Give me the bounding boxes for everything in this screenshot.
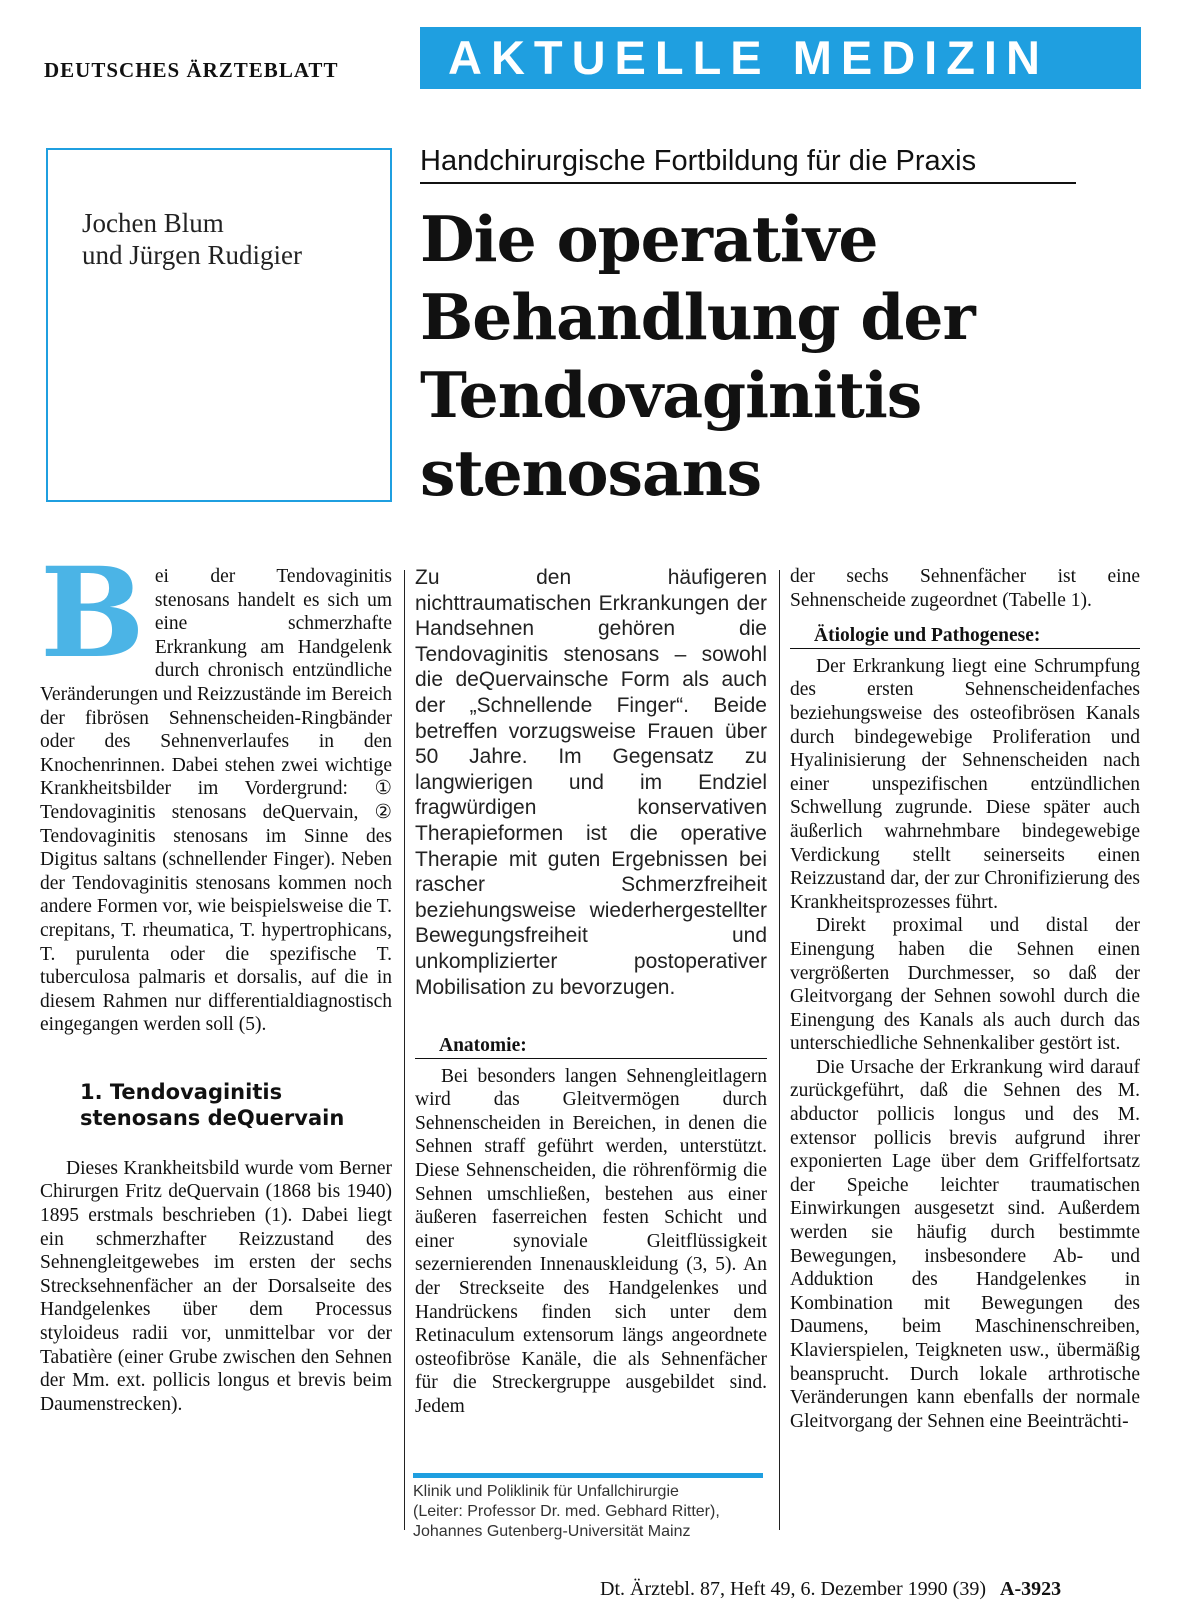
col3-paragraph-1: Der Erkrankung liegt eine Schrumpfung des ersten Sehnenscheidenfaches beziehungsweise des osteofibrösen Kanals durch bindegewebige Proliferation und Hyalinisierung der Sehnenscheiden nach einer unspezifischen entzündlichen Schwellung zugrunde. Diese später auch äußerlich wahrnehmbare bindegewebige Verdickung stellt seinerseits einen Reizzustand dar, der zur Chronifizierung des Krankheitsprozesses führt. (790, 655, 1140, 913)
col3-paragraph-0: der sechs Sehnenfächer ist eine Sehnenscheide zugeordnet (Tabelle 1). (790, 566, 1140, 611)
affiliation-rule (413, 1473, 763, 1478)
article-title (420, 200, 1120, 512)
author-box (46, 148, 392, 502)
affiliation-line-3: Johannes Gutenberg-Universität Mainz (413, 1523, 691, 1540)
title-line-2: Behandlung der (420, 280, 975, 354)
col1-paragraph-2: Dieses Krankheitsbild wurde vom Berner Chirurgen Fritz deQuervain (1868 bis 1940) 1895 erstmals beschrieben (1). Dabei liegt ein schmerzhafter Reizzustand des Sehnengleitgewebes im ersten der sechs Strecksehnenfächer an der Dorsalseite des Handgelenkes über dem Processus styloideus radii vor, unmittelbar vor der Tabatière (einer Grube zwischen den Sehnen der Mm. ext. pollicis longus et brevis beim Daumenstrecken). (40, 1157, 392, 1415)
col3-paragraph-3: Die Ursache der Erkrankung wird darauf zurückgeführt, daß die Sehnen des M. abductor pollicis longus und des M. extensor pollicis brevis aufgrund ihrer exponierten Lage über dem Griffelfortsatz der Speiche leichter traumatischen Einwirkungen ausgesetzt sind. Außerdem werden sie häufig durch bestimmte Bewegungen, insbesondere Ab- und Adduktion des Handgelenkes in Kombination mit Bewegungen des Daumens, beim Maschinenschreiben, Klavierspielen, Teigkneten usw., übermäßig beansprucht. Durch lokale arthrotische Veränderungen kann ebenfalls der normale Gleitvorgang der Sehnen eine Beeinträchti- (790, 1056, 1140, 1432)
journal-masthead: DEUTSCHES ÄRZTEBLATT (44, 58, 339, 82)
column-divider-2 (779, 570, 780, 1530)
column-2 (415, 565, 767, 1419)
title-line-1: Die operative (420, 202, 878, 276)
section-heading-line-2: stenosans deQuervain (80, 1105, 345, 1130)
affiliation-line-2: (Leiter: Professor Dr. med. Gebhard Ritter), (413, 1503, 720, 1520)
section-banner: AKTUELLE MEDIZIN (420, 27, 1141, 89)
column-divider-1 (404, 570, 405, 1530)
citation: Dt. Ärztebl. 87, Heft 49, 6. Dezember 1990 (39) (600, 1578, 986, 1600)
article-lead: Zu den häufigeren nichttraumatischen Erkrankungen der Handsehnen gehören die Tendovaginitis stenosans – sowohl die deQuervainsche Form als auch der „Schnellende Finger“. Beide betreffen vorzugsweise Frauen über 50 Jahre. Im Gegensatz zu langwierigen und im Endziel fragwürdigen konservativen Therapieformen ist die operative Therapie mit guten Ergebnissen bei rascher Schmerzfreiheit beziehungsweise wiederhergestellter Bewegungsfreiheit und unkomplizierter postoperativer Mobilisation zu bevorzugen. (415, 566, 767, 999)
column-3 (790, 565, 1140, 1433)
author-line-2: und Jürgen Rudigier (82, 240, 302, 270)
page-footer (600, 1578, 1061, 1601)
col2-paragraph-1: Bei besonders langen Sehnengleitlagern wird das Gleitvermögen durch Sehnenscheiden in Bereichen, in denen die Sehnen straff geführt werden, unterstützt. Diese Sehnenscheiden, die röhrenförmig die Sehnen umschließen, bestehen aus einer äußeren faserreichen festen Schicht und einer synoviale Gleitflüssigkeit sezernierenden Innenauskleidung (3, 5). An der Streckseite des Handgelenkes und Handrückens finden sich unter dem Retinaculum extensorum längs angeordnete osteofibröse Kanäle, die als Sehnenfächer für die Streckergruppe ausgebildet sind. Jedem (415, 1065, 767, 1417)
drop-cap: B (40, 541, 145, 686)
title-line-3: Tendovaginitis (420, 358, 922, 432)
col3-paragraph-2: Direkt proximal und distal der Einengung haben die Sehnen einen vergrößerten Durchmesser, so daß der Gleitvorgang der Sehnen sowohl durch die Einengung des Kanals als auch durch das unterschiedliche Sehnenkaliber gestört ist. (790, 915, 1140, 1055)
subhead-aetiologie: Ätiologie und Pathogenese: (790, 624, 1140, 649)
title-line-4: stenosans (420, 436, 762, 510)
subhead-anatomie: Anatomie: (415, 1034, 767, 1059)
column-1 (40, 541, 392, 1416)
page-number: A-3923 (1000, 1578, 1062, 1600)
affiliation-line-1: Klinik und Poliklinik für Unfallchirurgie (413, 1483, 679, 1500)
col1-paragraph-1: ei der Tendovaginitis stenosans handelt es sich um eine schmerzhafte Erkrankung am Handgelenk durch chronisch entzündliche Veränderungen und Reizzustände im Bereich der fibrösen Sehnenscheiden-Ringbänder oder des Sehnenverlaufes in den Knochenrinnen. Dabei stehen zwei wichtige Krankheitsbilder im Vordergrund: ① Tendovaginitis stenosans deQuervain, ② Tendovaginitis stenosans im Sinne des Digitus saltans (schnellender Finger). Neben der Tendovaginitis stenosans kommen noch andere Formen vor, wie beispielsweise die T. crepitans, T. rheumatica, T. hypertrophicans, T. purulenta oder die spezifische T. tuberculosa palmaris et dorsalis, auf die in diesem Rahmen nur differentialdiagnostisch eingegangen werden soll (5). (40, 566, 392, 1036)
section-heading-line-1: 1. Tendovaginitis (80, 1079, 283, 1104)
section-heading (80, 1079, 392, 1131)
author-line-1: Jochen Blum (82, 208, 224, 238)
affiliation (413, 1482, 773, 1542)
series-kicker: Handchirurgische Fortbildung für die Praxis (420, 145, 1076, 184)
